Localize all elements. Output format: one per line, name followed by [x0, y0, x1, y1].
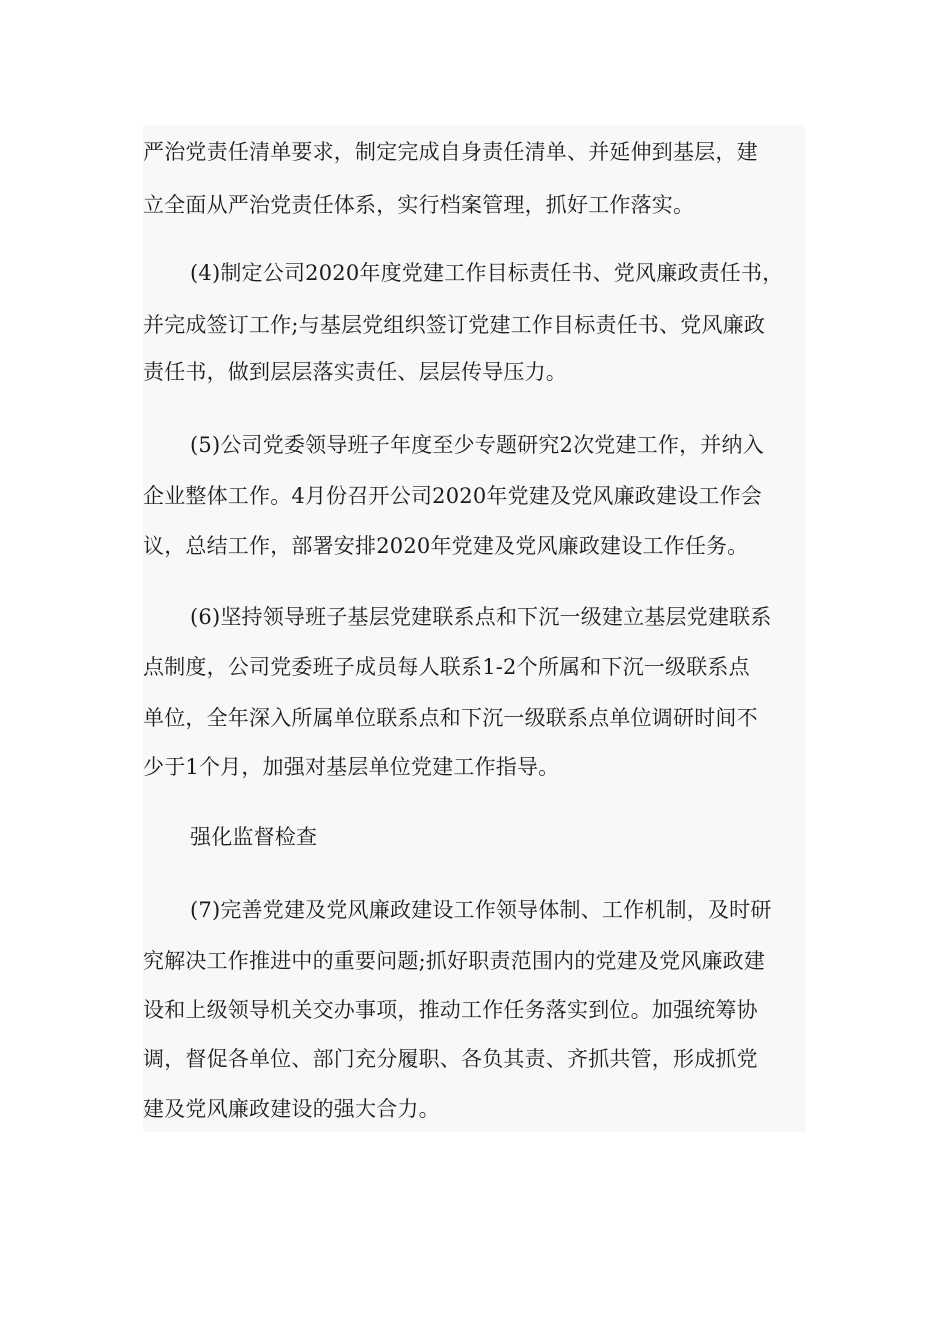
- text-line: 企业整体工作。4月份召开公司2020年党建及党风廉政建设工作会: [143, 484, 763, 508]
- text-line: 建及党风廉政建设的强大合力。: [143, 1097, 440, 1121]
- text-line: 究解决工作推进中的重要问题;抓好职责范围内的党建及党风廉政建: [143, 949, 766, 973]
- text-line: 立全面从严治党责任体系，实行档案管理，抓好工作落实。: [143, 193, 695, 217]
- text-line: 议，总结工作，部署安排2020年党建及党风廉政建设工作任务。: [143, 534, 749, 558]
- document-text-block: [143, 125, 806, 1132]
- text-line: 点制度，公司党委班子成员每人联系1-2个所属和下沉一级联系点: [143, 655, 750, 679]
- text-line: 并完成签订工作;与基层党组织签订党建工作目标责任书、党风廉政: [143, 313, 766, 337]
- section-heading: 强化监督检查: [190, 825, 318, 849]
- paragraph-4-line: (4)制定公司2020年度党建工作目标责任书、党风廉政责任书，: [190, 261, 784, 285]
- text-line: 严治党责任清单要求，制定完成自身责任清单、并延伸到基层，建: [143, 140, 758, 164]
- text-line: 责任书，做到层层落实责任、层层传导压力。: [143, 360, 567, 384]
- paragraph-7-line: (7)完善党建及党风廉政建设工作领导体制、工作机制，及时研: [190, 898, 772, 922]
- text-line: 单位，全年深入所属单位联系点和下沉一级联系点单位调研时间不: [143, 706, 758, 730]
- paragraph-6-line: (6)坚持领导班子基层党建联系点和下沉一级建立基层党建联系: [190, 605, 772, 629]
- paragraph-5-line: (5)公司党委领导班子年度至少专题研究2次党建工作，并纳入: [190, 433, 764, 457]
- text-line: 设和上级领导机关交办事项，推动工作任务落实到位。加强统筹协: [143, 998, 758, 1022]
- text-line: 少于1个月，加强对基层单位党建工作指导。: [143, 755, 560, 779]
- text-line: 调，督促各单位、部门充分履职、各负其责、齐抓共管，形成抓党: [143, 1047, 758, 1071]
